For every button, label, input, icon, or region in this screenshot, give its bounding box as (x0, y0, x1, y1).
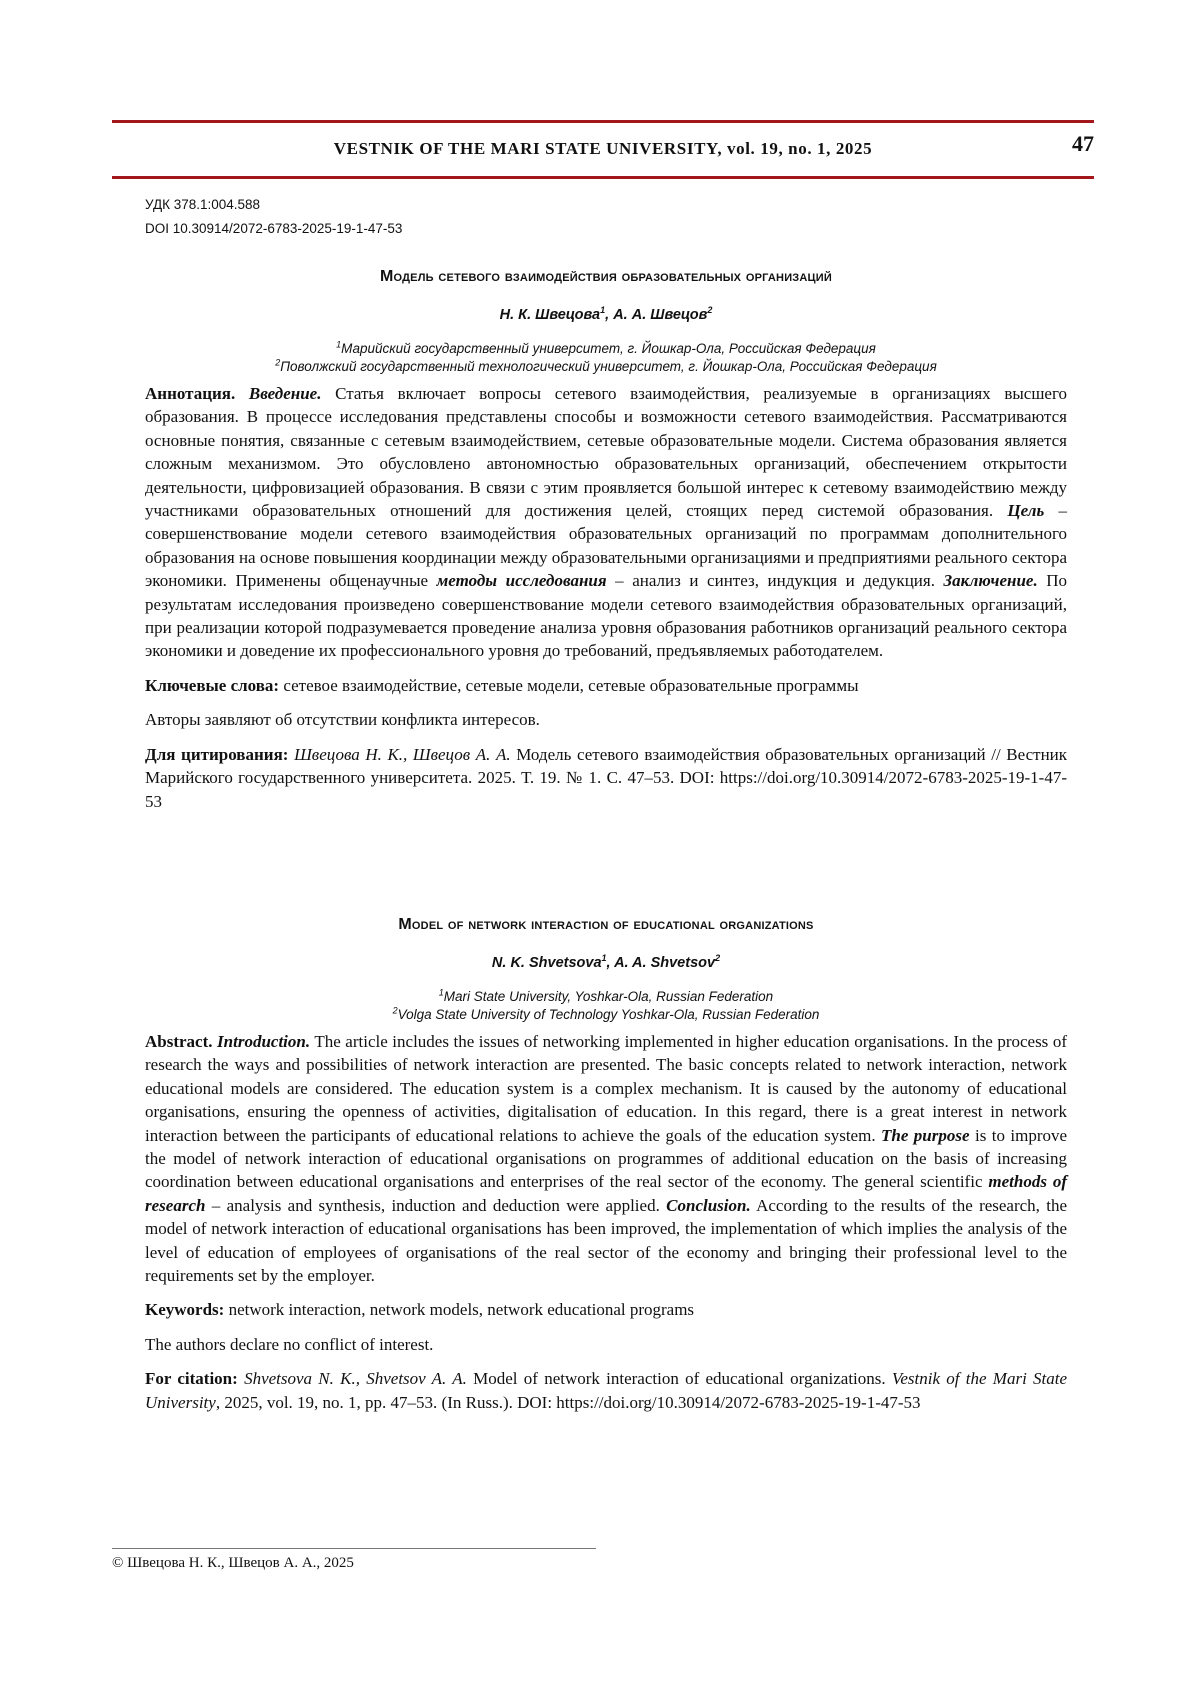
en-author-separator: , (606, 955, 615, 972)
en-citation-text-2: , 2025, vol. 19, no. 1, pp. 47–53. (In Russ.). DOI: https://doi.org/10.30914/2072-6783-2025-19-1-47-53 (215, 1392, 921, 1412)
en-affiliation-2 (145, 1006, 1067, 1024)
en-keywords (145, 1298, 1067, 1321)
en-abstract-label: Abstract. (145, 1032, 213, 1051)
ru-authors (145, 304, 1067, 327)
ru-author-1-sup: 1 (600, 305, 606, 316)
en-methods-text: – analysis and synthesis, induction and deduction were applied. (211, 1195, 660, 1215)
en-citation-text-1: Model of network interaction of educational organizations. (473, 1369, 886, 1389)
ru-conclusion-text: По результатам исследования произведено совершенствование модели сетевого взаимодействия образовательных организаций, при реализации которой подразумевается проведение анализа уровня образования работников организаций реального сектора экономики и доведение их профессионального уровня до требований, предъявляемых работодателем. (145, 571, 1068, 661)
ru-citation-text: Модель сетевого взаимодействия образовательных организаций // Вестник Марийского государственного университета. 2025. Т. 19. № 1. С. 47–53. DOI: https://doi.org/10.30914/2072-6783-2025-19-1-47-53 (145, 744, 1068, 811)
ru-abstract-label: Аннотация. (145, 384, 236, 403)
en-intro-label: Introduction. (217, 1032, 311, 1051)
en-abstract (145, 1030, 1067, 1287)
page-number: 47 (1072, 131, 1094, 156)
ru-affil-1-sup: 1 (336, 339, 342, 350)
footnote-rule (112, 1548, 596, 1549)
ru-affil-2-text: Поволжский государственный технологический университет, г. Йошкар-Ола, Российская Федерация (280, 358, 937, 374)
ru-author-2-sup: 2 (707, 305, 713, 316)
en-authors (145, 952, 1067, 975)
en-abstract-block (145, 1030, 1067, 1414)
copyright-footnote: © Швецова Н. К., Швецов А. А., 2025 (112, 1555, 354, 1571)
ru-conflict-statement: Авторы заявляют об отсутствии конфликта интересов. (145, 710, 540, 730)
en-intro-text: The article includes the issues of networking implemented in higher education organisations. In the process of research the ways and possibilities of network interaction are presented. The basic concepts related to network interaction, network educational models are considered. The education system is a complex mechanism. It is caused by the autonomy of educational organisations, ensuring the openness of activities, digitalisation of education. In this regard, there is a great interest in network interaction between the participants of educational relations to achieve the goals of the education system. (145, 1032, 1067, 1145)
en-author-2: A. A. Shvetsov (614, 955, 716, 972)
en-conclusion-label: Conclusion. (666, 1195, 751, 1215)
en-author-1: N. K. Shvetsova (491, 955, 602, 972)
en-keywords-label: Keywords: (145, 1300, 225, 1320)
header-bottom-rule (112, 176, 1094, 179)
ru-methods-label: методы исследования (436, 571, 607, 591)
en-goal-text: is to improve the model of network interaction of educational organisations on programmes of additional education on the basis of increasing coordination between educational organisations and enterprises of the real sector of the economy. The general scientific (145, 1125, 1068, 1192)
ru-author-separator: , (605, 307, 614, 324)
header-top-rule (112, 120, 1094, 123)
ru-header-block (145, 265, 1067, 376)
ru-citation (145, 743, 1067, 813)
ru-affil-1-text: Марийский государственный университет, г. Йошкар-Ола, Российская Федерация (341, 340, 876, 356)
en-citation (145, 1367, 1067, 1414)
ru-title: Модель сетевого взаимодействия образовательных организаций (380, 268, 832, 285)
ru-abstract (145, 382, 1067, 663)
en-title: Model of network interaction of educational organizations (398, 916, 814, 933)
running-head: VESTNIK OF THE MARI STATE UNIVERSITY, vol. 19, no. 1, 2025 (333, 139, 873, 158)
ru-affiliation-1 (145, 340, 1067, 358)
en-goal-label: The purpose (881, 1125, 970, 1145)
ru-keywords (145, 674, 1067, 697)
en-conclusion-text: According to the results of the research, the model of network interaction of educational organisations has been improved, the implementation of which implies the analysis of the level of education of employees of organisations of the real sector of the economy and bringing their professional level to the requirements set by the employer. (145, 1195, 1068, 1286)
en-keywords-text: network interaction, network models, network educational programs (228, 1300, 695, 1320)
en-header-block (145, 913, 1067, 1024)
ru-methods-text: – анализ и синтез, индукция и дедукция. (615, 571, 935, 591)
en-affil-2-text: Volga State University of Technology Yoshkar-Ola, Russian Federation (397, 1006, 820, 1022)
ru-citation-label: Для цитирования: (145, 744, 289, 764)
ru-keywords-label: Ключевые слова: (145, 675, 280, 695)
ru-citation-authors: Швецова Н. К., Швецов А. А. (294, 744, 511, 764)
en-affil-2-sup: 2 (392, 1005, 398, 1016)
ru-goal-label: Цель (1007, 501, 1045, 521)
doi-code: DOI 10.30914/2072-6783-2025-19-1-47-53 (145, 221, 403, 236)
en-affiliation-1 (145, 988, 1067, 1006)
en-affil-1-sup: 1 (438, 987, 444, 998)
ru-affiliation-2 (145, 358, 1067, 376)
ru-abstract-block (145, 382, 1067, 813)
udc-code: УДК 378.1:004.588 (145, 197, 261, 212)
ru-author-2: А. А. Швецов (613, 307, 708, 324)
en-citation-label: For citation: (145, 1369, 238, 1389)
ru-affil-2-sup: 2 (275, 357, 281, 368)
ru-intro-label: Введение. (248, 384, 322, 403)
ru-keywords-text: сетевое взаимодействие, сетевые модели, сетевые образовательные программы (283, 675, 859, 695)
ru-intro-text: Статья включает вопросы сетевого взаимодействия, реализуемые в организациях высшего образования. В процессе исследования представлены способы и возможности сетевого взаимодействия. Рассматриваются основные понятия, связанные с сетевым взаимодействием, сетевые образовательные модели. Система образования является сложным механизмом. Это обусловлено автономностью образовательных организаций, обеспечением открытости деятельности, цифровизацией образования. В связи с этим проявляется большой интерес к сетевому взаимодействию между участниками образовательных отношений для достижения целей, стоящих перед системой образования. (145, 384, 1068, 521)
ru-goal-text: – совершенствование модели сетевого взаимодействия образовательных организаций по программам дополнительного образования на основе повышения координации между образовательными организациями и предприятиями реального сектора экономики. Применены общенаучные (145, 501, 1068, 591)
en-methods-label: methods of research (145, 1172, 1067, 1215)
en-citation-authors: Shvetsova N. K., Shvetsov A. A. (244, 1369, 467, 1389)
ru-author-1: Н. К. Швецова (499, 307, 601, 324)
en-author-1-sup: 1 (601, 953, 607, 964)
en-citation-journal: Vestnik of the Mari State University (145, 1369, 1068, 1412)
en-conflict-statement: The authors declare no conflict of interest. (145, 1334, 434, 1354)
en-author-2-sup: 2 (715, 953, 721, 964)
ru-conclusion-label: Заключение. (943, 571, 1038, 591)
en-affil-1-text: Mari State University, Yoshkar-Ola, Russian Federation (443, 988, 774, 1004)
